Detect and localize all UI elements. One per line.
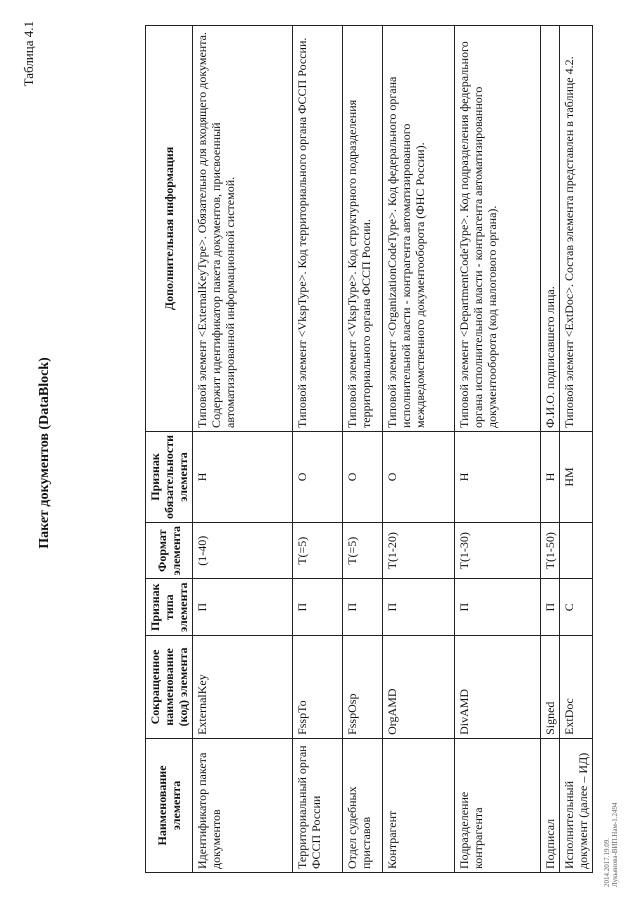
table-row bbox=[560, 25, 593, 872]
cell-code: DivAMD bbox=[455, 635, 541, 738]
cell-info: Типовой элемент <OrganizationCodeType>. Код федерального органа исполнительной власти - контрагента автоматизированного междведомственного документооборота (ФНС России). bbox=[383, 25, 455, 431]
header-required: Признак обязательности элемента bbox=[146, 431, 193, 522]
stamp-line: Лукьянова-ВИП.Нам-1.2494 bbox=[611, 802, 619, 887]
cell-name: Контрагент bbox=[383, 738, 455, 872]
cell-info: Ф.И.О. подписавшего лица. bbox=[541, 25, 560, 431]
cell-info: Типовой элемент <ExternalKeyType>. Обязательно для входящего документа. Содержит идентификатор пакета документов, присвоенный автоматизированной информационной системой. bbox=[193, 25, 293, 431]
cell-name: Исполнительный документ (далее – ИД) bbox=[560, 738, 593, 872]
cell-required: Н bbox=[455, 431, 541, 522]
cell-required: Н bbox=[193, 431, 293, 522]
cell-type: П bbox=[293, 578, 343, 634]
stamp-line: 2014.2017.19.09. bbox=[603, 837, 611, 887]
table-header-row bbox=[146, 25, 193, 872]
cell-format: (1-40) bbox=[193, 522, 293, 578]
cell-name: Отдел судебных приставов bbox=[343, 738, 383, 872]
cell-type: П bbox=[343, 578, 383, 634]
cell-required: О bbox=[343, 431, 383, 522]
table-row bbox=[343, 25, 383, 872]
cell-required: О bbox=[293, 431, 343, 522]
cell-type: П bbox=[383, 578, 455, 634]
cell-format: T(1-50) bbox=[541, 522, 560, 578]
cell-code: ExternalKey bbox=[193, 635, 293, 738]
header-name: Наименование элемента bbox=[146, 738, 193, 872]
cell-code: FsspTo bbox=[293, 635, 343, 738]
table-row bbox=[383, 25, 455, 872]
cell-type: П bbox=[455, 578, 541, 634]
table-row bbox=[293, 25, 343, 872]
scan-stamp bbox=[603, 802, 619, 887]
cell-type: П bbox=[541, 578, 560, 634]
page-title: Пакет документов (DataBlock) bbox=[37, 356, 52, 549]
cell-format bbox=[560, 522, 593, 578]
cell-code: OrgAMD bbox=[383, 635, 455, 738]
cell-name: Территориальный орган ФССП России bbox=[293, 738, 343, 872]
cell-type: П bbox=[193, 578, 293, 634]
cell-required: Н bbox=[541, 431, 560, 522]
cell-format: T(1-30) bbox=[455, 522, 541, 578]
data-table bbox=[145, 25, 593, 873]
cell-name: Подразделение контрагента bbox=[455, 738, 541, 872]
table-row bbox=[193, 25, 293, 872]
cell-name: Идентификатор пакета документов bbox=[193, 738, 293, 872]
cell-format: T(=5) bbox=[293, 522, 343, 578]
cell-required: НМ bbox=[560, 431, 593, 522]
cell-info: Типовой элемент <VkspType>. Код территориального органа ФССП России. bbox=[293, 25, 343, 431]
cell-code: Signed bbox=[541, 635, 560, 738]
cell-code: FsspOsp bbox=[343, 635, 383, 738]
cell-required: О bbox=[383, 431, 455, 522]
table-caption: Таблица 4.1 bbox=[21, 20, 36, 86]
cell-format: T(1-20) bbox=[383, 522, 455, 578]
header-format: Формат элемента bbox=[146, 522, 193, 578]
header-info: Дополнительная информация bbox=[146, 25, 193, 431]
cell-info: Типовой элемент <VkspType>. Код структурного подразделения территориального органа ФССП России. bbox=[343, 25, 383, 431]
cell-info: Типовой элемент <DepartmentCodeType>. Код подразделения федерального органа исполнительной власти - контрагента автоматизированного документооборота (код налогового органа). bbox=[455, 25, 541, 431]
table-row bbox=[541, 25, 560, 872]
table-row bbox=[455, 25, 541, 872]
rotated-page bbox=[15, 13, 625, 893]
cell-code: ExtDoc bbox=[560, 635, 593, 738]
cell-format: T(=5) bbox=[343, 522, 383, 578]
header-type: Признак типа элемента bbox=[146, 578, 193, 634]
cell-name: Подписал bbox=[541, 738, 560, 872]
header-code: Сокращенное наименование (код) элемента bbox=[146, 635, 193, 738]
cell-type: С bbox=[560, 578, 593, 634]
cell-info: Типовой элемент <ExtDoc>. Состав элемента представлен в таблице 4.2. bbox=[560, 25, 593, 431]
